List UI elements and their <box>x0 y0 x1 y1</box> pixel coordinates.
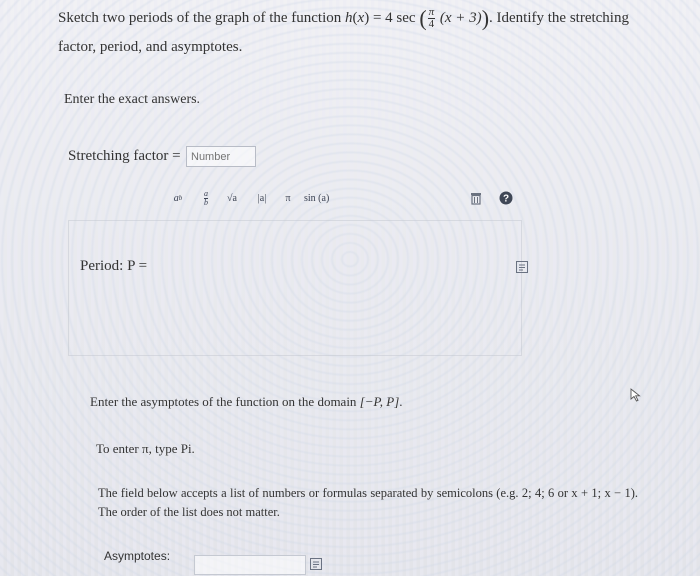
preview-icon[interactable] <box>516 260 528 272</box>
list-format-hint: The field below accepts a list of numbers or formulas separated by semicolons (e.g. 2; 4; 6 or x + 1; x − 1). The order of the list does not matter. <box>98 486 638 519</box>
equation-editor-panel <box>68 220 522 356</box>
fraction-button[interactable]: a b <box>204 188 208 207</box>
pi-hint: To enter π, type Pi. <box>96 441 195 456</box>
stretching-factor-input[interactable] <box>186 146 256 167</box>
function-variable: x <box>357 10 365 26</box>
absolute-value-button[interactable]: |a| <box>257 192 267 204</box>
mouse-cursor-icon <box>630 388 642 407</box>
exact-answers-instruction: Enter the exact answers. <box>64 92 201 107</box>
question-line2: factor, period, and asymptotes. <box>58 38 243 55</box>
period-label: Period: P = <box>80 258 148 274</box>
preview-icon[interactable] <box>310 557 322 569</box>
question-prefix: Sketch two periods of the graph of the function <box>58 10 342 26</box>
question-suffix: . Identify the stretching <box>489 10 629 26</box>
math-toolbar <box>160 186 520 210</box>
question-text: Sketch two periods of the graph of the function h(x) = 4 sec ( $\frac{\pi}{4}$ (x + 3)). Identify the stretching factor, period, and asymptotes. <box>58 5 629 55</box>
open-paren-icon: ( <box>419 5 427 31</box>
pi-button[interactable]: π <box>285 192 291 204</box>
stretching-factor-label: Stretching factor = <box>68 148 181 164</box>
asymptotes-label: Asymptotes: <box>104 549 171 563</box>
power-button[interactable]: a b <box>173 192 183 204</box>
close-paren-icon: ) <box>481 5 490 31</box>
sqrt-button[interactable]: √a <box>227 192 237 204</box>
domain-interval: [−P, P] <box>359 394 400 409</box>
function-name: h <box>345 10 353 26</box>
sin-button[interactable]: sin (a) <box>304 192 330 204</box>
asymptotes-instruction: Enter the asymptotes of the function on the domain [−P, P]. <box>90 394 403 409</box>
inner-expression: (x + 3) <box>439 10 482 26</box>
pi-over-four-fraction: $\frac{\pi}{4}$ <box>428 6 435 31</box>
trash-icon[interactable] <box>466 186 486 210</box>
help-icon[interactable] <box>496 186 516 210</box>
function-equals: = 4 sec <box>372 10 416 26</box>
asymptotes-input[interactable] <box>194 555 306 575</box>
svg-text:?: ? <box>502 193 510 205</box>
